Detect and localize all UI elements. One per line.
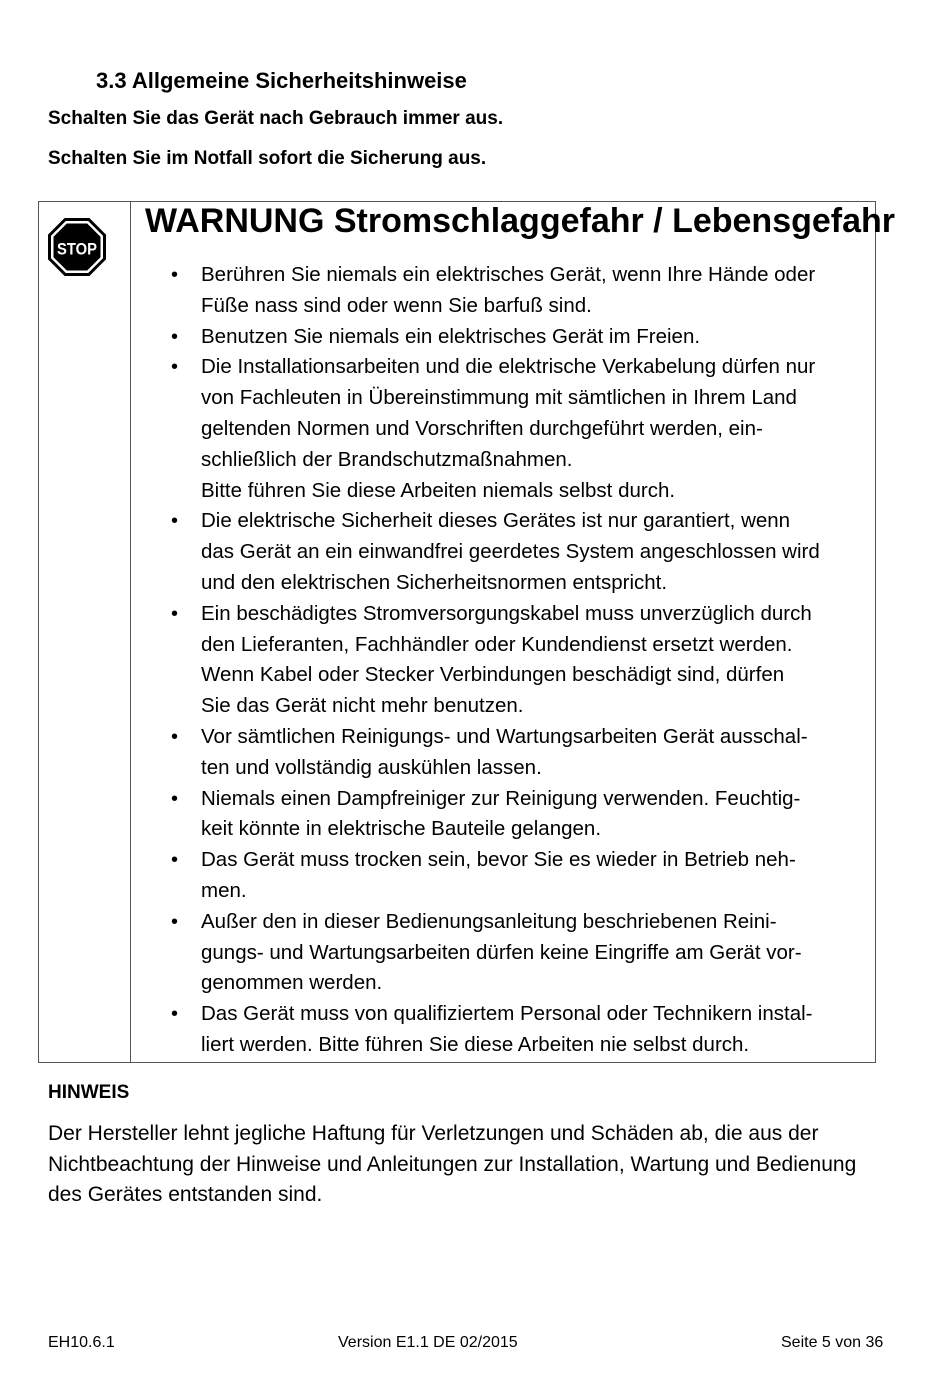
footer-version: Version E1.1 DE 02/2015 (338, 1334, 518, 1351)
list-item: • Benutzen Sie niemals ein elektrisches Gerät im Freien. (145, 322, 875, 353)
instruction-line-off: Schalten Sie das Gerät nach Gebrauch immer aus. (48, 108, 504, 129)
list-item: • Außer den in dieser Bedienungsanleitung beschriebenen Reini- gungs- und Wartungsarbeiten dürfen keine Eingriffe am Gerät vor- genommen werden. (145, 907, 875, 999)
notice-text: Der Hersteller lehnt jegliche Haftung für Verletzungen und Schäden ab, die aus der Nichtbeachtung der Hinweise und Anleitungen zur Installation, Wartung und Bedienung des Gerätes entstanden sind. (48, 1122, 857, 1206)
footer-page-number: Seite 5 von 36 (781, 1334, 884, 1351)
instruction-line-emergency: Schalten Sie im Notfall sofort die Sicherung aus. (48, 148, 487, 169)
list-item: • Vor sämtlichen Reinigungs- und Wartungsarbeiten Gerät ausschal- ten und vollständig auskühlen lassen. (145, 722, 875, 784)
notice-heading: HINWEIS (48, 1082, 130, 1103)
footer-model: EH10.6.1 (48, 1334, 115, 1351)
stop-sign-text: STOP (57, 239, 97, 259)
list-item: • Das Gerät muss von qualifiziertem Personal oder Technikern instal- liert werden. Bitte führen Sie diese Arbeiten nie selbst durch. (145, 999, 875, 1061)
warning-title: WARNUNG Stromschlaggefahr / Lebensgefahr (145, 202, 896, 240)
list-item: • Niemals einen Dampfreiniger zur Reinigung verwenden. Feuchtig- keit könnte in elektrische Bauteile gelangen. (145, 784, 875, 846)
list-item: • Die Installationsarbeiten und die elektrische Verkabelung dürfen nur von Fachleuten in Übereinstimmung mit sämtlichen in Ihrem Land geltenden Normen und Vorschriften durchgeführt werden, ein- schließlich der Brandschutzmaßnahmen. Bitte führen Sie diese Arbeiten niemals selbst durch. (145, 352, 875, 506)
stop-sign-icon (47, 217, 107, 277)
section-title: 3.3 Allgemeine Sicherheitshinweise (96, 68, 467, 93)
warning-divider (130, 202, 131, 1062)
list-item: • Das Gerät muss trocken sein, bevor Sie es wieder in Betrieb neh- men. (145, 845, 875, 907)
warning-list (145, 260, 875, 1061)
list-item: • Die elektrische Sicherheit dieses Gerätes ist nur garantiert, wenn das Gerät an ein einwandfrei geerdetes System angeschlossen wird und den elektrischen Sicherheitsnormen entspricht. (145, 506, 875, 598)
list-item: • Ein beschädigtes Stromversorgungskabel muss unverzüglich durch den Lieferanten, Fachhändler oder Kundendienst ersetzt werden. Wenn Kabel oder Stecker Verbindungen beschädigt sind, dürfen Sie das Gerät nicht mehr benutzen. (145, 599, 875, 722)
list-item: • Berühren Sie niemals ein elektrisches Gerät, wenn Ihre Hände oder Füße nass sind oder wenn Sie barfuß sind. (145, 260, 875, 322)
warning-box (38, 201, 896, 1063)
